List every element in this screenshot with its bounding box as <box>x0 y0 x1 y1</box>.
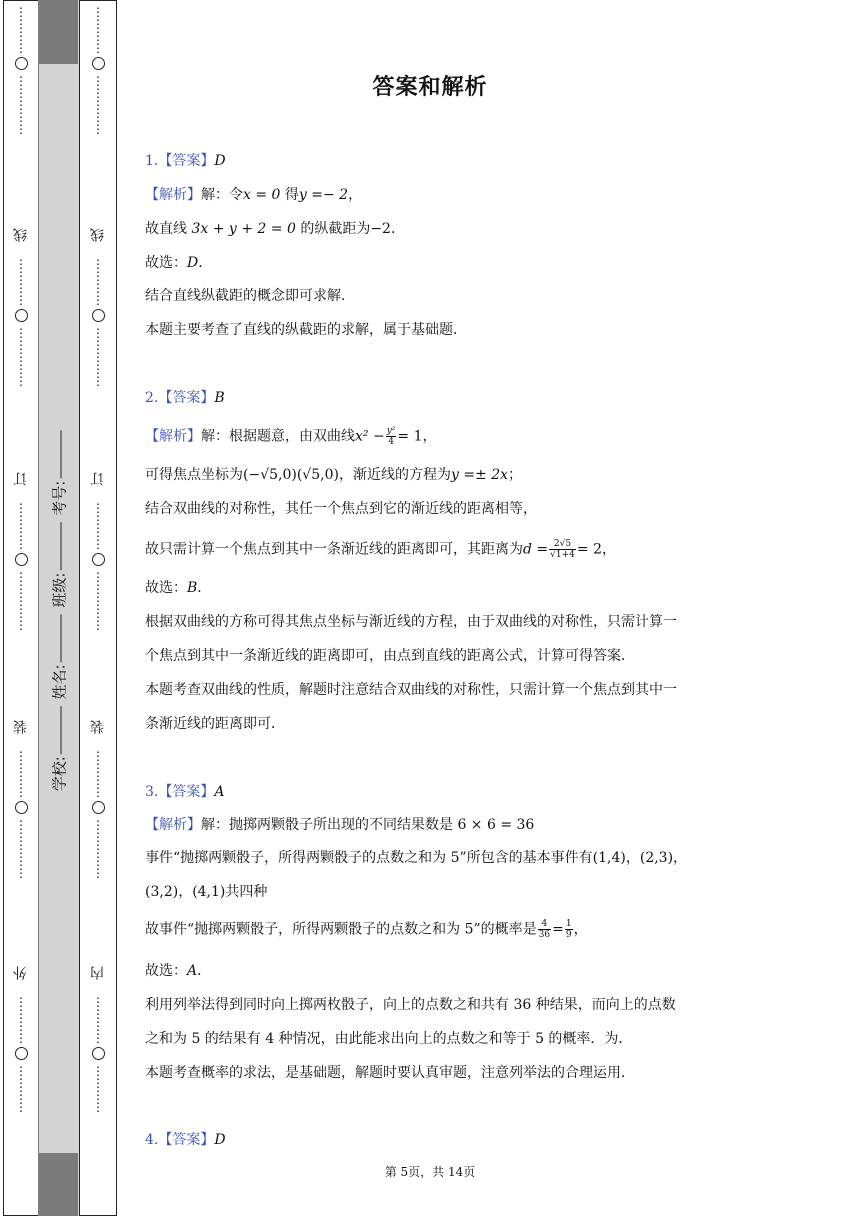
inner-marks-3: ⋮ ⋮ ⋮ ⋮ ⋮ ⋮ ⋮ ⋮ ⋮ <box>92 501 104 632</box>
q3-answer-line <box>145 782 224 802</box>
q2-answer: B <box>214 390 225 406</box>
q1-analysis-line-2: 故直线 3x + y + 2 = 0 的纵截距为−2． <box>145 221 405 237</box>
q2-analysis-line-8: 本题考查双曲线的性质，解题时注意结合双曲线的对称性，只需计算一个焦点到其中一 <box>145 682 677 698</box>
q3-answer: A <box>214 784 225 800</box>
q2-analysis-line-2: 可得焦点坐标为(−√5,0)(√5,0)，渐近线的方程为y =± 2x； <box>145 467 523 483</box>
info-column-top-block <box>38 0 78 64</box>
binding-circle <box>15 309 28 322</box>
q1-answer: D <box>214 153 226 169</box>
outer-label-xian: 线 <box>13 228 29 242</box>
q2-analysis-line-5: 故选：B． <box>145 580 212 596</box>
q1-analysis-line-3: 故选：D． <box>145 255 213 271</box>
q3-analysis-line-5: 故选：A． <box>145 963 212 979</box>
name-blank <box>61 614 62 662</box>
binding-circle <box>92 57 105 70</box>
outer-marks-3: ⋮ ⋮ ⋮ ⋮ ⋮ ⋮ ⋮ ⋮ ⋮ <box>15 501 27 632</box>
q2-answer-line <box>145 388 225 408</box>
class-blank <box>61 523 62 571</box>
page-footer: 第 5页，共 14页 <box>384 1165 476 1179</box>
student-info <box>42 400 76 820</box>
q2-analysis-line-9: 条渐近线的距离即可． <box>145 716 285 732</box>
q1-analysis-label: 【解析】 <box>145 187 201 203</box>
binding-circle <box>92 801 105 814</box>
binding-circle <box>15 1047 28 1060</box>
outer-label-ding: 订 <box>13 472 29 486</box>
binding-circle <box>92 309 105 322</box>
inner-label-nei: 内 <box>90 966 106 980</box>
inner-marks-5: ⋮ ⋮ ⋮ ⋮ ⋮ ⋮ ⋮ ⋮ <box>92 995 104 1114</box>
page-title: 答案和解析 <box>372 75 488 100</box>
inner-label-xian: 线 <box>90 228 106 242</box>
outer-marks-4: ⋮ ⋮ ⋮ ⋮ ⋮ ⋮ ⋮ ⋮ ⋮ <box>15 749 27 880</box>
fraction: $\frac{1}{9}$ <box>565 919 572 940</box>
q1-answer-label: 1.【答案】 <box>145 153 215 169</box>
q2-analysis-line-7: 个焦点到其中一条渐近线的距离即可，由点到直线的距离公式，计算可得答案． <box>145 648 635 664</box>
exam-number-label: 考号: <box>50 480 69 516</box>
outer-marks-1: ⋮ ⋮ ⋮ ⋮ ⋮ ⋮ ⋮ ⋮ ⋮ <box>15 5 27 136</box>
inner-marks-4: ⋮ ⋮ ⋮ ⋮ ⋮ ⋮ ⋮ ⋮ ⋮ <box>92 749 104 880</box>
q3-analysis-line-8: 本题考查概率的求法，是基础题，解题时要认真审题，注意列举法的合理运用． <box>145 1065 635 1081</box>
q2-analysis-line-4: 故只需计算一个焦点到其中一条渐近线的距离即可，其距离为d = $\frac{2√5}{√1+4}$ = 2， <box>145 539 616 560</box>
class-label: 班级: <box>50 572 69 608</box>
inner-marks-1: ⋮ ⋮ ⋮ ⋮ ⋮ ⋮ ⋮ ⋮ ⋮ <box>92 5 104 136</box>
q3-analysis-line-7: 之和为 5 的结果有 4 种情况，由此能求出向上的点数之和等于 5 的概率．为． <box>145 1031 633 1047</box>
q1-analysis-line-5: 本题主要考查了直线的纵截距的求解，属于基础题． <box>145 322 467 338</box>
fraction: $\frac{2√5}{√1+4}$ <box>550 539 575 560</box>
binding-circle <box>92 1047 105 1060</box>
fraction: $\frac{\text{y²}}{4}$ <box>386 426 396 447</box>
binding-circle <box>15 553 28 566</box>
binding-circle <box>92 553 105 566</box>
outer-marks-2: ⋮ ⋮ ⋮ ⋮ ⋮ ⋮ ⋮ ⋮ ⋮ <box>15 257 27 388</box>
outer-label-zhuang: 装 <box>13 720 29 734</box>
inner-marks-2: ⋮ ⋮ ⋮ ⋮ ⋮ ⋮ ⋮ ⋮ ⋮ <box>92 257 104 388</box>
inner-label-ding: 订 <box>90 472 106 486</box>
q2-answer-label: 2.【答案】 <box>145 390 215 406</box>
exam-number-blank <box>61 431 62 479</box>
q3-analysis-line-2: 事件“抛掷两颗骰子，所得两颗骰子的点数之和为 5”所包含的基本事件有(1,4)，(2,3)， <box>145 850 688 866</box>
school-blank <box>61 706 62 754</box>
inner-label-zhuang: 装 <box>90 720 106 734</box>
q1-analysis-line-4: 结合直线纵截距的概念即可求解． <box>145 288 355 304</box>
q3-analysis-line-1: 【解析】解：抛掷两颗骰子所出现的不同结果数是 6 × 6 = 36 <box>145 817 535 833</box>
outer-label-wai: 外 <box>13 966 29 980</box>
outer-marks-5: ⋮ ⋮ ⋮ ⋮ ⋮ ⋮ ⋮ ⋮ <box>15 995 27 1114</box>
q3-analysis-line-4: 故事件“抛掷两颗骰子，所得两颗骰子的点数之和为 5”的概率是 $\frac{4}{36}$ = $\frac{1}{9}$ ， <box>145 919 588 940</box>
fraction: $\frac{4}{36}$ <box>538 919 551 940</box>
binding-circle <box>15 801 28 814</box>
q4-answer: D <box>214 1132 226 1148</box>
q4-answer-label: 4.【答案】 <box>145 1132 215 1148</box>
binding-strip <box>0 0 118 1216</box>
school-label: 学校: <box>50 756 69 792</box>
q2-analysis-label: 【解析】 <box>145 428 201 445</box>
q3-analysis-label: 【解析】 <box>145 817 201 833</box>
q1-analysis-line-1: 【解析】解：令x = 0 得y =− 2， <box>145 187 363 203</box>
q3-analysis-line-6: 利用列举法得到同时向上掷两枚骰子，向上的点数之和共有 36 种结果，而向上的点数 <box>145 997 676 1013</box>
q2-analysis-line-3: 结合双曲线的对称性，其任一个焦点到它的渐近线的距离相等， <box>145 501 537 517</box>
name-label: 姓名: <box>50 664 69 700</box>
q3-answer-label: 3.【答案】 <box>145 784 215 800</box>
q3-analysis-line-3: (3,2)，(4,1)共四种 <box>145 884 268 900</box>
q1-answer-line <box>145 151 226 171</box>
q2-analysis-line-1: 【解析】解：根据题意，由双曲线x² − $\frac{\text{y²}}{4}$ = 1， <box>145 426 437 447</box>
binding-circle <box>15 57 28 70</box>
q2-analysis-line-6: 根据双曲线的方称可得其焦点坐标与渐近线的方程，由于双曲线的对称性，只需计算一 <box>145 614 677 630</box>
q4-answer-line <box>145 1130 226 1150</box>
